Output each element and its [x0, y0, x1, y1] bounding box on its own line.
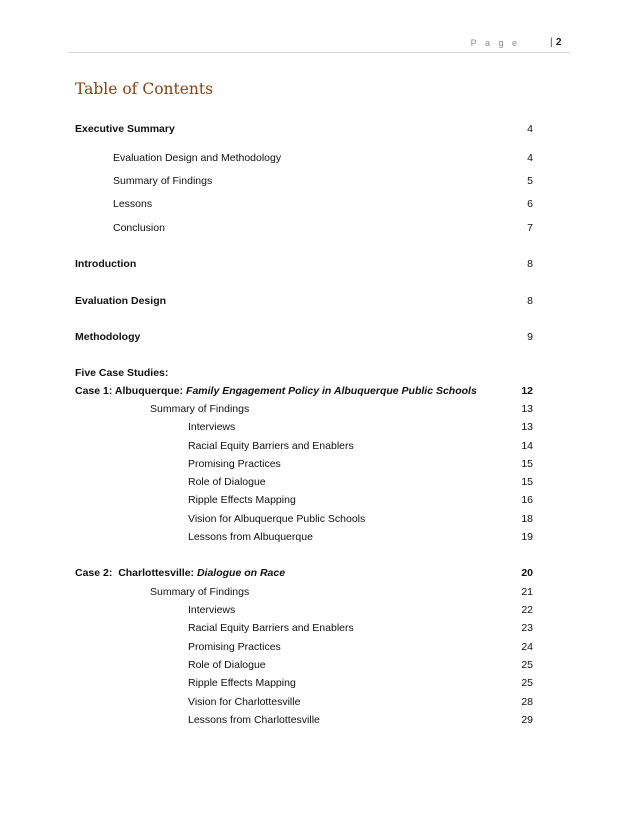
toc-entry-case-1[interactable]	[0, 384, 638, 398]
toc-entry-label	[75, 566, 285, 580]
toc-entry-label: Interviews	[188, 604, 236, 616]
toc-entry-introduction[interactable]	[0, 257, 638, 271]
toc-entry-label-italic: Dialogue on Race	[196, 567, 286, 579]
toc-entry-label: Lessons from Albuquerque	[188, 531, 313, 543]
toc-entry-label-prefix: Case 2: Charlottesville:	[75, 567, 197, 579]
toc-entry-case1-ripple-effects[interactable]	[0, 493, 638, 507]
toc-entry-label: Racial Equity Barriers and Enablers	[188, 440, 354, 452]
toc-entry-evaluation-design-methodology[interactable]	[0, 151, 638, 165]
toc-entry-label: Summary of Findings	[150, 586, 250, 598]
page-number: 2	[556, 37, 562, 48]
toc-entry-label: Lessons from Charlottesville	[188, 714, 320, 726]
toc-entry-conclusion[interactable]	[0, 221, 638, 235]
toc-entry-executive-summary[interactable]	[0, 122, 638, 136]
toc-entry-page: 28	[521, 696, 533, 708]
toc-entry-page: 14	[521, 440, 533, 452]
toc-entry-page: 6	[527, 198, 533, 210]
toc-entry-label: Promising Practices	[188, 641, 281, 653]
toc-entry-lessons[interactable]	[0, 197, 638, 211]
toc-entry-page: 12	[521, 385, 533, 397]
toc-entry-label: Promising Practices	[188, 458, 281, 470]
toc-entry-page: 4	[527, 152, 533, 164]
toc-entry-label: Interviews	[188, 421, 236, 433]
toc-entry-case1-lessons[interactable]	[0, 530, 638, 544]
toc-entry-label-prefix: Case 1: Albuquerque:	[75, 385, 187, 397]
toc-entry-page: 24	[521, 641, 533, 653]
toc-entry-page: 13	[521, 421, 533, 433]
toc-entry-case1-role-of-dialogue[interactable]	[0, 475, 638, 489]
toc-entry-label: Vision for Charlottesville	[188, 696, 301, 708]
toc-entry-label: Executive Summary	[75, 123, 175, 135]
toc-entry-page: 18	[521, 513, 533, 525]
toc-entry-page: 15	[521, 458, 533, 470]
toc-entry-case2-lessons[interactable]	[0, 713, 638, 727]
toc-entry-label: Role of Dialogue	[188, 476, 266, 488]
toc-entry-label: Ripple Effects Mapping	[188, 677, 296, 689]
toc-entry-page: 5	[527, 175, 533, 187]
toc-entry-page: 13	[521, 403, 533, 415]
toc-title: Table of Contents	[75, 80, 214, 98]
toc-entry-page: 21	[521, 586, 533, 598]
toc-entry-label: Conclusion	[113, 222, 165, 234]
toc-entry-evaluation-design[interactable]	[0, 294, 638, 308]
toc-entry-label: Racial Equity Barriers and Enablers	[188, 622, 354, 634]
toc-entry-case1-racial-equity[interactable]	[0, 439, 638, 453]
toc-entry-label: Evaluation Design and Methodology	[113, 152, 282, 164]
toc-entry-page: 8	[527, 258, 533, 270]
toc-entry-page: 22	[521, 604, 533, 616]
toc-entry-case2-ripple-effects[interactable]	[0, 676, 638, 690]
toc-entry-page: 19	[521, 531, 533, 543]
toc-entry-label: Evaluation Design	[75, 295, 167, 307]
page-separator: |	[550, 37, 553, 48]
toc-entry-label: Methodology	[75, 331, 141, 343]
toc-entry-case2-summary-of-findings[interactable]	[0, 585, 638, 599]
toc-entry-five-case-studies[interactable]	[0, 366, 638, 380]
toc-entry-methodology[interactable]	[0, 330, 638, 344]
toc-entry-summary-of-findings[interactable]	[0, 174, 638, 188]
toc-entry-case1-promising-practices[interactable]	[0, 457, 638, 471]
toc-entry-label	[75, 384, 477, 398]
toc-entry-page: 9	[527, 331, 533, 343]
toc-entry-label: Vision for Albuquerque Public Schools	[188, 513, 366, 525]
toc-entry-case2-promising-practices[interactable]	[0, 640, 638, 654]
header-rule	[68, 52, 570, 53]
toc-entry-case1-interviews[interactable]	[0, 420, 638, 434]
toc-entry-label: Lessons	[113, 198, 153, 210]
toc-entry-case1-vision[interactable]	[0, 512, 638, 526]
toc-entry-page: 23	[521, 622, 533, 634]
toc-entry-page: 15	[521, 476, 533, 488]
toc-entry-page: 25	[521, 659, 533, 671]
toc-entry-label: Introduction	[75, 258, 137, 270]
toc-entry-case2-interviews[interactable]	[0, 603, 638, 617]
toc-entry-label: Ripple Effects Mapping	[188, 494, 296, 506]
toc-entry-page: 7	[527, 222, 533, 234]
toc-entry-case2-racial-equity[interactable]	[0, 621, 638, 635]
toc-entry-label: Summary of Findings	[150, 403, 250, 415]
toc-entry-case1-summary-of-findings[interactable]	[0, 402, 638, 416]
toc-entry-case2-role-of-dialogue[interactable]	[0, 658, 638, 672]
toc-entry-page: 16	[521, 494, 533, 506]
toc-entry-page: 8	[527, 295, 533, 307]
toc-entry-label: Role of Dialogue	[188, 659, 266, 671]
page-label: P a g e	[470, 38, 520, 48]
toc-entry-page: 25	[521, 677, 533, 689]
toc-entry-page: 29	[521, 714, 533, 726]
toc-entry-case-2[interactable]	[0, 566, 638, 580]
toc-entry-page: 20	[521, 567, 533, 579]
toc-entry-label: Summary of Findings	[113, 175, 213, 187]
toc-entry-label: Five Case Studies:	[75, 367, 169, 379]
toc-entry-label-italic: Family Engagement Policy in Albuquerque Public Schools	[186, 385, 477, 397]
toc-entry-page: 4	[527, 123, 533, 135]
toc-entry-case2-vision[interactable]	[0, 695, 638, 709]
